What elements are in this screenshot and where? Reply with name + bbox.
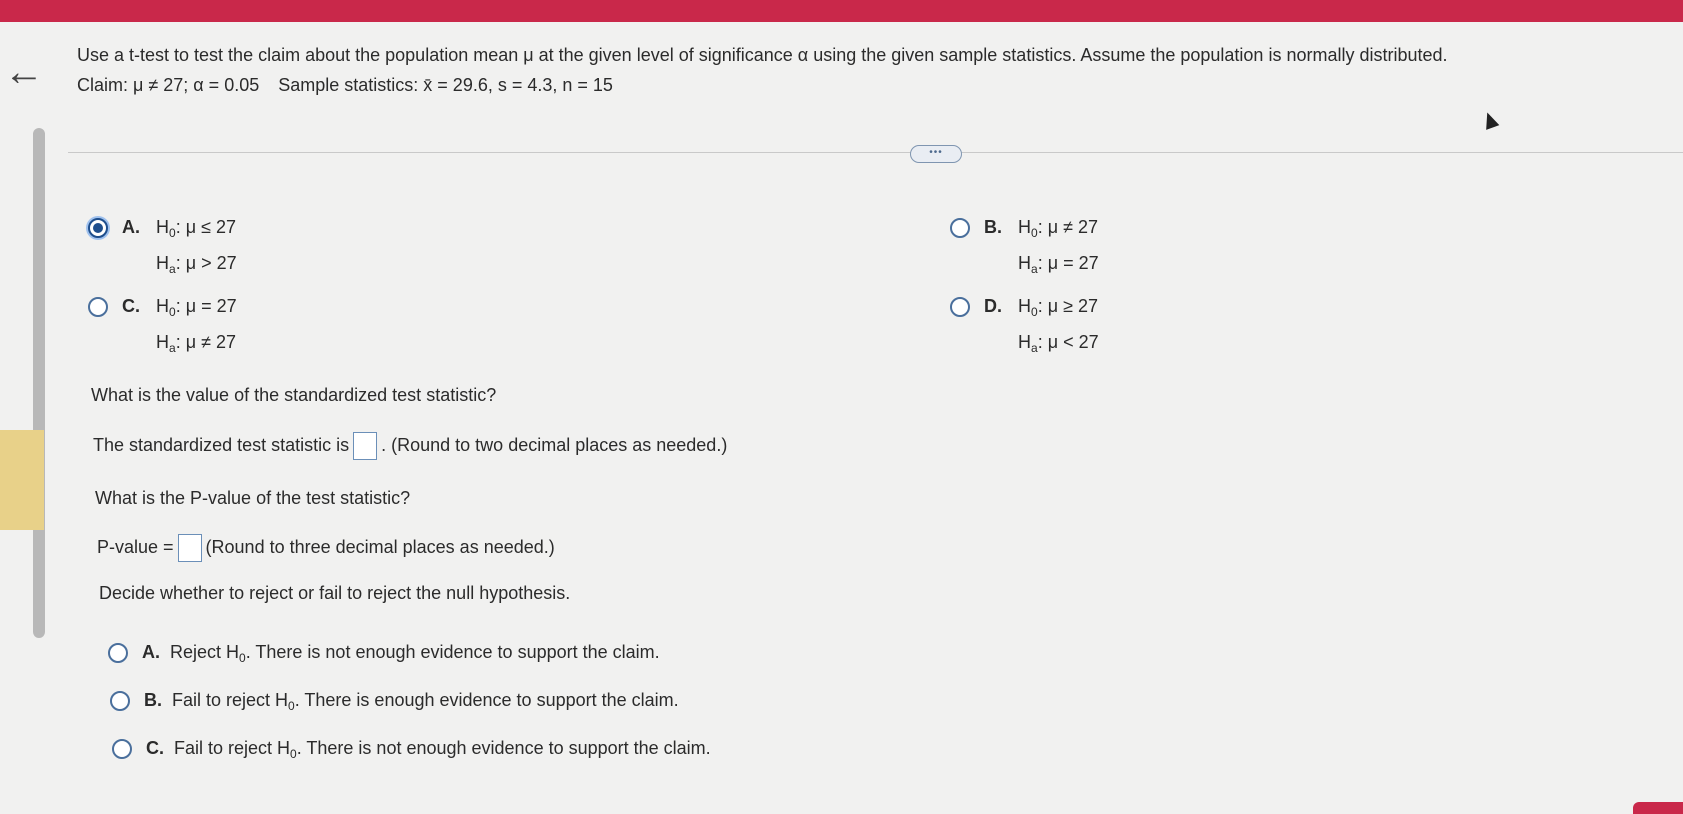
hypothesis-text: $H_0$: μ ≥ 27 $H_a$: μ < 27 [1018,296,1099,355]
radio-button-selected[interactable] [88,218,108,238]
decision-text: Reject $H_0$. There is not enough evidence to support the claim. [170,642,660,665]
problem-statement [77,40,1448,100]
question-test-statistic: What is the value of the standardized test statistic? [91,385,497,405]
h0-relation: μ ≥ 27 [1047,296,1098,316]
sample-stats-text: Sample statistics: x̄ = 29.6, s = 4.3, n = 15 [278,75,613,95]
back-arrow-icon[interactable]: ← [4,50,44,94]
question-p-value: What is the P-value of the test statistic? [95,488,411,508]
bottom-corner-tab [1633,802,1683,814]
option-letter: D. [984,296,1002,316]
test-statistic-row [93,432,727,460]
ha-relation: μ ≠ 27 [185,332,236,352]
option-letter: A. [122,217,140,237]
p-value-prefix: P-value = [97,536,174,557]
radio-button[interactable] [950,297,970,317]
hypothesis-text: $H_0$: μ ≠ 27 $H_a$: μ = 27 [1018,217,1099,276]
hypothesis-text: $H_0$: μ ≤ 27 $H_a$: μ > 27 [156,217,237,276]
p-value-suffix: (Round to three decimal places as needed.) [205,536,555,557]
option-letter: A. [142,642,160,662]
claim-text: Claim: μ ≠ 27; α = 0.05 [77,75,260,95]
radio-button[interactable] [950,218,970,238]
decision-text: Fail to reject $H_0$. There is not enough evidence to support the claim. [174,738,711,761]
question-decision: Decide whether to reject or fail to reject the null hypothesis. [99,583,571,603]
option-letter: C. [146,738,164,758]
mouse-cursor-icon [1481,110,1500,130]
p-value-row [97,534,555,562]
radio-button[interactable] [112,739,132,759]
option-letter: C. [122,296,140,316]
p-value-input[interactable] [178,534,202,562]
option-letter: B. [144,690,162,710]
h0-relation: μ = 27 [185,296,237,316]
radio-button[interactable] [88,297,108,317]
top-bar [0,0,1683,22]
h0-relation: μ ≠ 27 [1047,217,1098,237]
h0-relation: μ ≤ 27 [185,217,236,237]
side-highlight [0,430,44,530]
problem-text: Use a t-test to test the claim about the population mean μ at the given level of significance α using the given sample statistics. Assume the population is normally distributed. [77,45,1448,65]
ha-relation: μ < 27 [1047,332,1099,352]
radio-button[interactable] [108,643,128,663]
option-letter: B. [984,217,1002,237]
hypothesis-text: $H_0$: μ = 27 $H_a$: μ ≠ 27 [156,296,237,355]
expand-more-button[interactable]: ••• [910,145,962,163]
radio-button[interactable] [110,691,130,711]
decision-text: Fail to reject $H_0$. There is enough evidence to support the claim. [172,690,679,713]
test-statistic-prefix: The standardized test statistic is [93,434,350,455]
test-statistic-suffix: . (Round to two decimal places as needed.) [381,434,728,455]
ha-relation: μ = 27 [1047,253,1099,273]
section-divider [68,152,1683,153]
test-statistic-input[interactable] [353,432,377,460]
ha-relation: μ > 27 [185,253,237,273]
scrollbar-thumb[interactable] [33,128,45,638]
claim-line [77,70,1448,100]
